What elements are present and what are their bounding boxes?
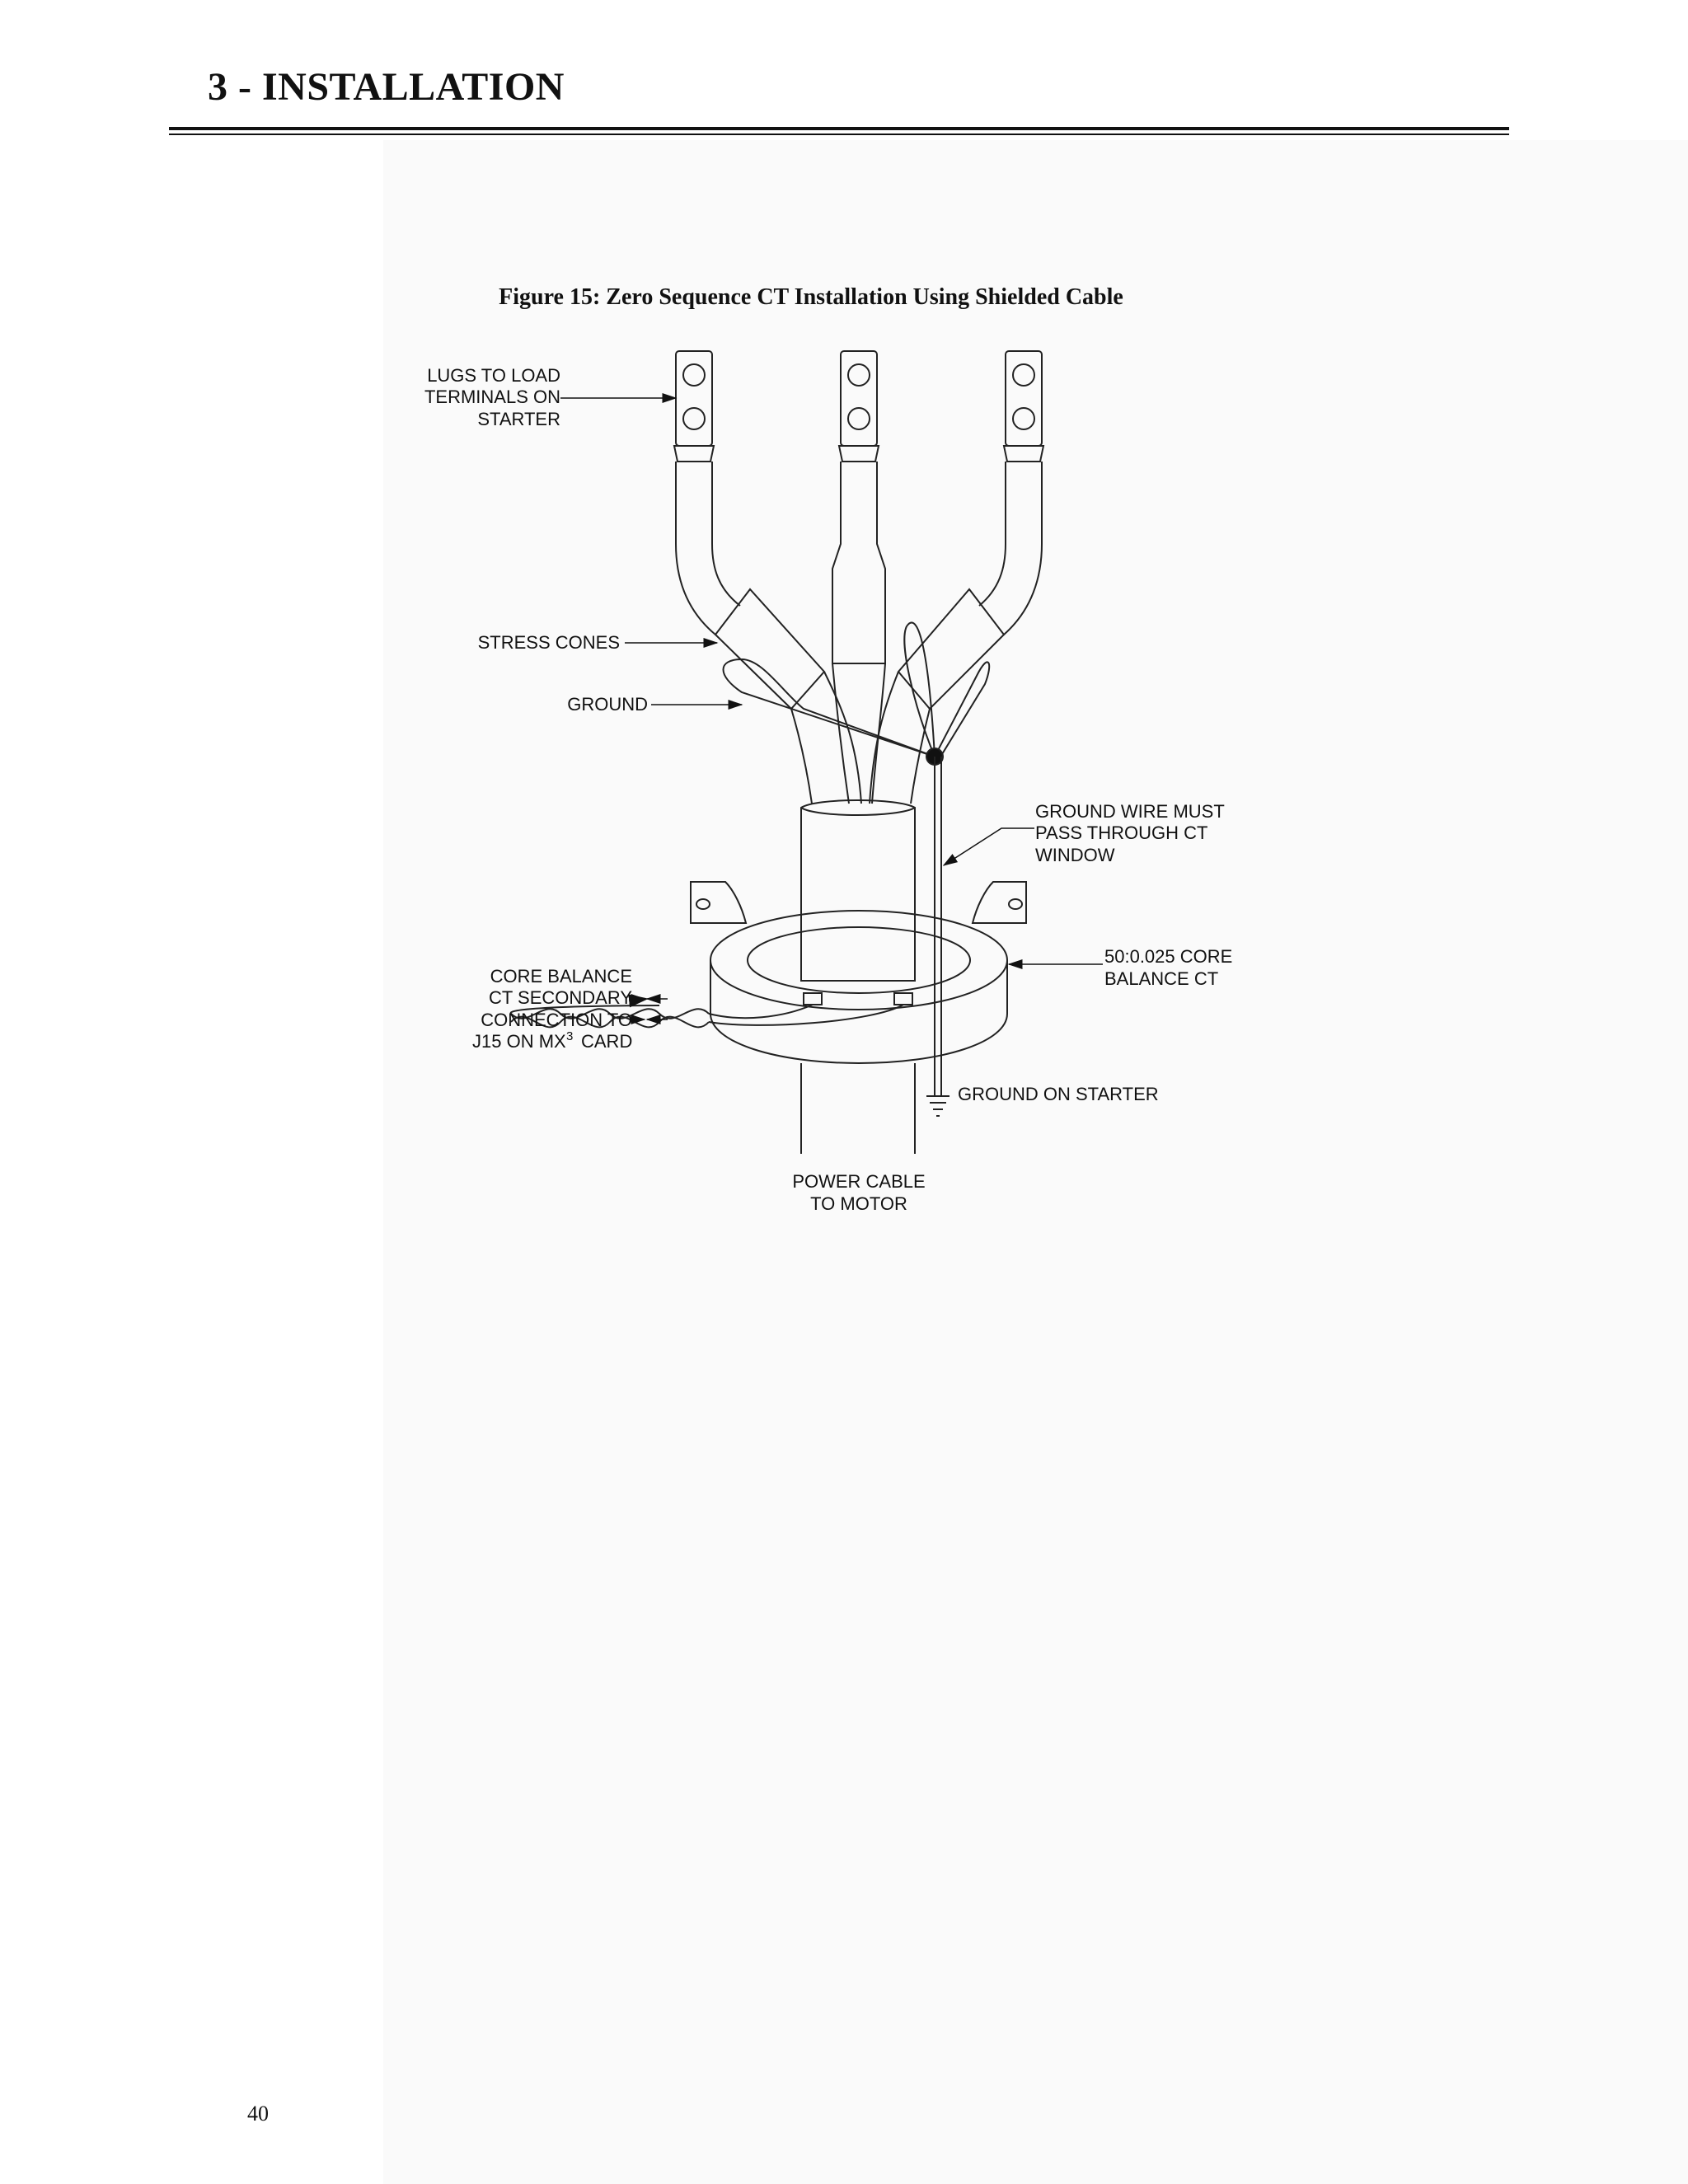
label-ct-rating-line1: 50:0.025 CORE xyxy=(1104,946,1233,967)
label-power-cable-line2: TO MOTOR xyxy=(810,1193,907,1214)
label-ct-secondary-line2: CT SECONDARY xyxy=(488,987,632,1008)
label-ground-on-starter: GROUND ON STARTER xyxy=(958,1084,1159,1104)
ground-symbol xyxy=(926,1096,950,1116)
stress-cone-left xyxy=(715,589,824,709)
cable-center xyxy=(832,462,885,663)
ground-braid-center xyxy=(904,622,935,757)
label-ct-secondary-line3: CONNECTION TO xyxy=(481,1010,632,1030)
label-ct-secondary-superscript: 3 xyxy=(566,1029,574,1043)
figure-caption: Figure 15: Zero Sequence CT Installation Using Shielded Cable xyxy=(499,284,1123,310)
stress-cone-right xyxy=(898,589,1004,709)
ct-ring-top-inner xyxy=(748,927,970,993)
label-ground-wire-line1: GROUND WIRE MUST xyxy=(1035,801,1225,822)
label-ct-secondary-line1: CORE BALANCE xyxy=(490,966,632,987)
label-lugs-line3: STARTER xyxy=(477,409,560,429)
label-ct-secondary-line4: J15 ON MX xyxy=(472,1031,566,1052)
ct-tab-left xyxy=(691,882,746,923)
label-power-cable-line1: POWER CABLE xyxy=(792,1171,926,1192)
ground-wire xyxy=(935,757,941,1096)
label-ct-secondary-line4-end: CARD xyxy=(581,1031,633,1052)
label-ground-wire-line2: PASS THROUGH CT xyxy=(1035,823,1208,843)
label-lugs-line2: TERMINALS ON xyxy=(424,387,560,407)
ct-tab-right xyxy=(973,882,1026,923)
cable-left xyxy=(676,462,715,635)
ct-ring-body xyxy=(710,960,1007,1063)
cable-right xyxy=(1004,462,1042,635)
section-title: 3 - INSTALLATION xyxy=(208,65,565,109)
lug-left xyxy=(676,351,712,446)
label-ct-rating-line2: BALANCE CT xyxy=(1104,968,1219,989)
label-stress-cones: STRESS CONES xyxy=(477,632,620,653)
page-number: 40 xyxy=(247,2102,269,2125)
label-ground-wire-line3: WINDOW xyxy=(1035,845,1115,865)
ct-ring-top-outer xyxy=(710,911,1007,1010)
lug-center xyxy=(841,351,877,446)
label-lugs-line1: LUGS TO LOAD xyxy=(427,365,560,386)
lug-right xyxy=(1006,351,1042,446)
label-ground: GROUND xyxy=(567,694,648,715)
cable-jacket xyxy=(801,800,915,981)
